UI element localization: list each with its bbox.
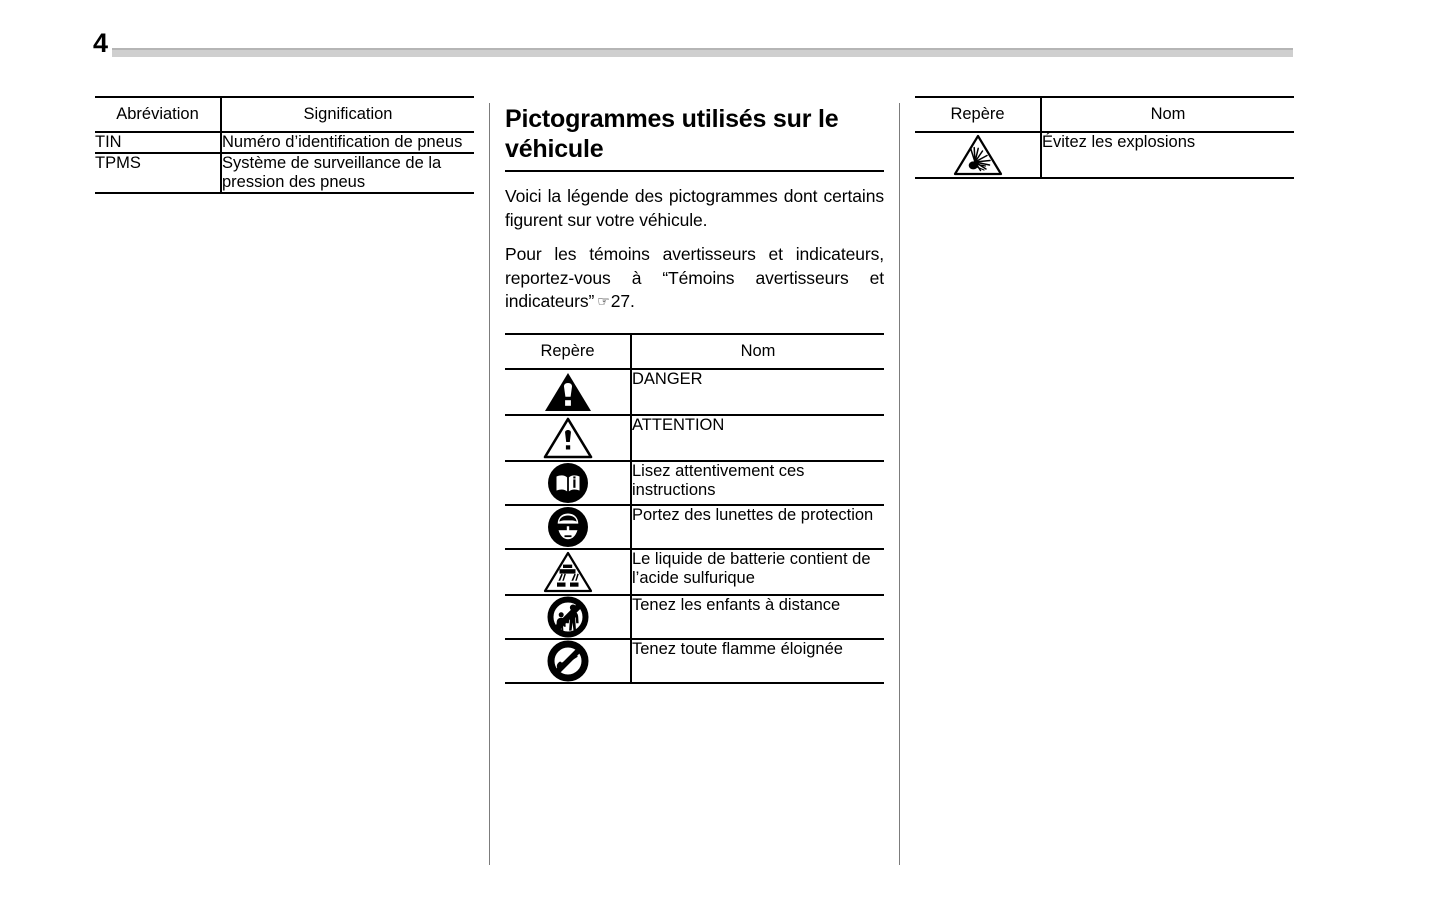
abbreviation-value: TPMS [95,153,221,193]
table-row [95,132,474,153]
no-children-icon [547,596,589,638]
no-open-flame-icon [547,640,589,682]
column-header-marker: Repère [505,334,631,369]
table-row [505,461,884,505]
page-header [0,0,1445,80]
heading-underline [505,170,884,172]
battery-acid-warning-icon [543,550,593,594]
pictogram-cell [505,549,631,595]
pictograms-table [505,333,884,684]
page-number: 4 [93,28,108,58]
table-row [505,415,884,461]
pictogram-name: Tenez toute flamme éloignée [631,639,884,683]
reference-suffix: . [629,291,635,311]
abbreviation-value: TIN [95,132,221,153]
table-row [505,549,884,595]
table-row [915,132,1294,178]
reference-paragraph [505,243,884,315]
pictogram-name: Portez des lunettes de protection [631,505,884,549]
wear-eye-protection-icon [547,506,589,548]
column-header-name: Nom [1041,97,1294,132]
pictogram-name: Évitez les explosions [1041,132,1294,178]
middle-column [505,96,884,684]
intro-paragraph: Voici la légende des pictogrammes dont certains figurent sur votre véhicule. [505,186,884,230]
table-row [505,595,884,639]
pictogram-cell [505,415,631,461]
pictogram-cell [505,639,631,683]
section-heading: Pictogrammes utilisés sur le véhicule [505,105,839,163]
read-instructions-icon [547,462,589,504]
table-header-row [915,97,1294,132]
pictogram-cell [505,461,631,505]
column-divider-right [899,103,900,865]
table-row [505,505,884,549]
table-row [95,153,474,193]
pictogram-name: Tenez les enfants à distance [631,595,884,639]
pictogram-name: Lisez attentivement ces instructions [631,461,884,505]
meaning-value: Système de surveillance de la pression des pneus [221,153,474,193]
column-header-marker: Repère [915,97,1041,132]
warning-triangle-icon [543,416,593,460]
abbreviations-table [95,96,474,194]
pictogram-name: DANGER [631,369,884,415]
reference-page-number: 27 [610,291,630,311]
pictogram-cell [505,369,631,415]
table-header-row [95,97,474,132]
meaning-value: Numéro d’identification de pneus [221,132,474,153]
pictogram-cell [505,505,631,549]
pictogram-cell [505,595,631,639]
table-row [505,639,884,683]
reference-paragraph-text: Pour les témoins avertisseurs et indicateurs, reportez-vous à “Témoins avertisseurs et indicateurs” [505,244,884,311]
page-columns [0,96,1445,886]
header-rule [112,48,1293,57]
danger-triangle-icon [543,370,593,414]
column-divider-left [489,103,490,865]
pictogram-cell [915,132,1041,178]
pictogram-name: Le liquide de batterie contient de l’acide sulfurique [631,549,884,595]
table-row [505,369,884,415]
table-header-row [505,334,884,369]
left-column [95,96,474,194]
pictogram-name: ATTENTION [631,415,884,461]
pictograms-table-continued [915,96,1294,179]
column-header-abbreviation: Abréviation [95,97,221,132]
column-header-name: Nom [631,334,884,369]
pointing-hand-icon: ☞ [597,294,610,310]
right-column [915,96,1294,179]
column-header-meaning: Signification [221,97,474,132]
avoid-explosion-icon [953,133,1003,177]
